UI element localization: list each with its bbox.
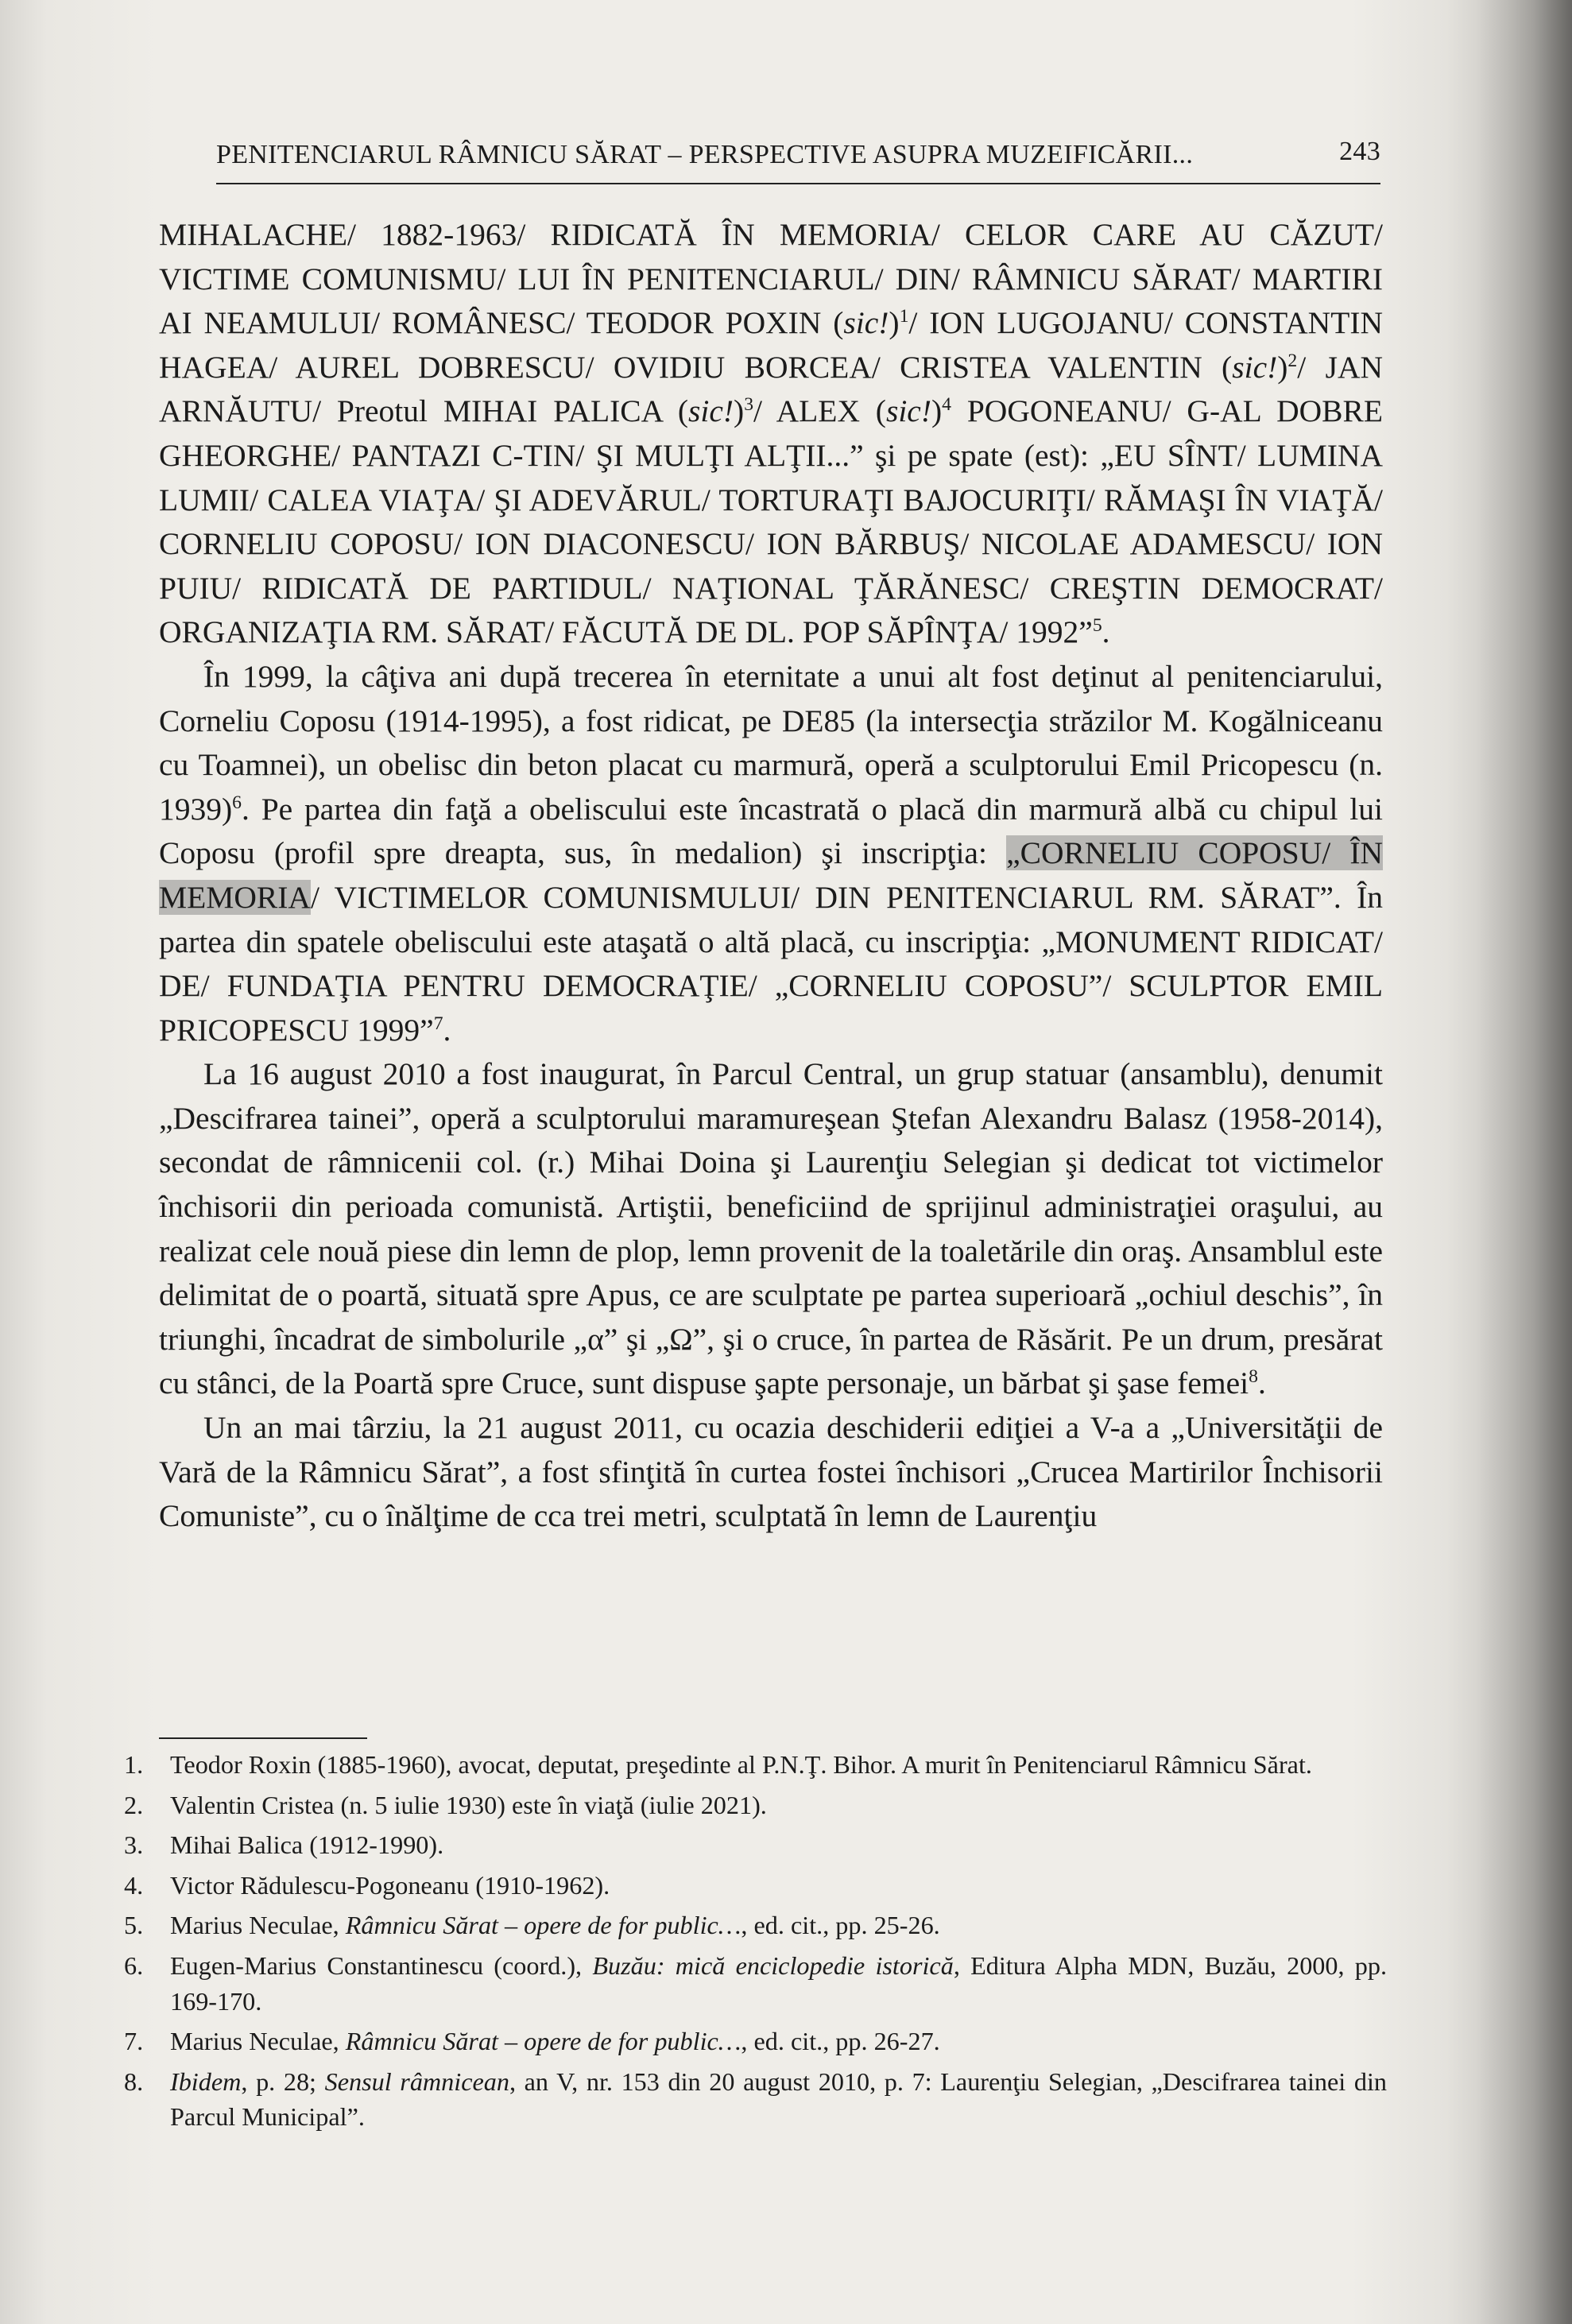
footnote-5 xyxy=(119,1908,1387,1943)
italic-title: Râmnicu Sărat – opere de for public… xyxy=(345,1911,741,1940)
footnote-1 xyxy=(119,1747,1387,1783)
text-run: ) xyxy=(889,305,900,341)
text-run: Un an mai târziu, la 21 august 2011, cu ocazia deschiderii ediţiei a V-a a „Universităţii de Vară de la Râmnicu Sărat”, a fost sfinţită în curtea fostei închisori „Crucea Martirilor Închisorii Comuniste”, cu o înălţime de cca trei metri, sculptată în lemn de Laurenţiu xyxy=(159,1410,1383,1534)
footnote-number: 7. xyxy=(124,2027,144,2056)
paragraph-4 xyxy=(159,1406,1383,1539)
sic-note: sic! xyxy=(885,393,931,429)
footnote-number: 2. xyxy=(124,1790,144,1819)
text-run: . xyxy=(443,1012,451,1048)
footnote-number: 3. xyxy=(124,1830,144,1860)
footnote-7 xyxy=(119,2024,1387,2059)
italic-title: Sensul râmnicean xyxy=(324,2066,509,2096)
running-title: PENITENCIARUL RÂMNICU SĂRAT – PERSPECTIVE ASUPRA MUZEIFICĂRII... xyxy=(216,140,1194,169)
text-run: . Pe partea din faţă a obeliscului este încastrată o placă din marmură albă cu chipul lui Coposu (profil spre dreapta, sus, în medalion) şi inscripţia: xyxy=(159,791,1383,871)
footnote-ref-6: 6 xyxy=(232,792,242,813)
footnote-number: 1. xyxy=(124,1750,144,1779)
footnote-number: 5. xyxy=(124,1911,144,1940)
text-run: ) xyxy=(1277,349,1288,385)
footnote-number: 8. xyxy=(124,2066,144,2096)
spine-shadow xyxy=(1477,0,1572,2324)
highlighted-text: „CORNELIU COPOSU/ ÎN MEMORIA xyxy=(159,835,1384,915)
italic-title: Buzău: mică enciclopedie istorică xyxy=(592,1950,954,1980)
footnote-ref-1: 1 xyxy=(899,306,909,327)
footnote-ref-2: 2 xyxy=(1287,350,1298,371)
footnotes-list xyxy=(119,1747,1387,2140)
footnote-ref-7: 7 xyxy=(433,1013,443,1034)
footnote-2 xyxy=(119,1788,1387,1823)
italic-title: Râmnicu Sărat – opere de for public… xyxy=(345,2027,741,2056)
text-run: Teodor Roxin (1885-1960), avocat, deputat, preşedinte al P.N.Ţ. Bihor. A murit în Penitenciarul Râmnicu Sărat. xyxy=(170,1750,1312,1779)
text-run: Valentin Cristea (n. 5 iulie 1930) este în viaţă (iulie 2021). xyxy=(170,1790,767,1819)
text-run: / ION LUGOJANU/ CONSTANTIN HAGEA/ AUREL DOBRESCU/ OVIDIU BORCEA/ CRISTEA VALENTIN ( xyxy=(159,305,1383,385)
footnote-8 xyxy=(119,2064,1387,2135)
text-run: În 1999, la câţiva ani după trecerea în eternitate a unui alt fost deţinut al penitenciarului, Corneliu Coposu (1914-1995), a fost ridicat, pe DE85 (la intersecţia străzilor M. Kogălniceanu cu Toamnei), un obelisc din beton placat cu marmură, operă a sculptorului Emil Pricopescu (n. 1939) xyxy=(159,658,1383,827)
text-run: Mihai Balica (1912-1990). xyxy=(170,1830,444,1860)
footnote-text xyxy=(170,1868,1387,1904)
text-run: , ed. cit., pp. 26-27. xyxy=(741,2027,940,2056)
text-run: ) xyxy=(931,393,943,429)
footnote-ref-5: 5 xyxy=(1092,615,1102,637)
footnote-text xyxy=(170,2024,1387,2059)
sic-note: sic! xyxy=(1232,349,1278,385)
paragraph-1 xyxy=(159,213,1383,655)
text-run: Eugen-Marius Constantinescu (coord.), xyxy=(170,1950,593,1980)
footnote-ref-4: 4 xyxy=(942,394,951,416)
text-run: / VICTIMELOR COMUNISMULUI/ DIN PENITENCIARUL RM. SĂRAT”. În partea din spatele obeliscului este ataşată o altă placă, cu inscripţia: „MONUMENT RIDICAT/ DE/ FUNDAŢIA PENTRU DEMOCRAŢIE/ „CORNELIU COPOSU”/ SCULPTOR EMIL PRICOPESCU 1999” xyxy=(159,879,1383,1048)
footnote-ref-3: 3 xyxy=(744,394,754,416)
footnote-text xyxy=(170,1788,1387,1823)
paragraph-2 xyxy=(159,655,1383,1052)
text-run: Marius Neculae, xyxy=(170,1911,346,1940)
text-run: Marius Neculae, xyxy=(170,2027,346,2056)
text-run: MIHALACHE/ 1882-1963/ RIDICATĂ ÎN MEMORIA/ CELOR CARE AU CĂZUT/ VICTIME COMUNISMU/ LUI ÎN PENITENCIARUL/ DIN/ RÂMNICU SĂRAT/ MARTIRI AI NEAMULUI/ ROMÂNESC/ TEODOR POXIN ( xyxy=(159,217,1383,341)
text-run: , p. 28; xyxy=(241,2066,325,2096)
footnote-6 xyxy=(119,1948,1387,2019)
text-run: , Editura Alpha MDN, Buzău, 2000, pp. 169-170. xyxy=(170,1950,1387,2016)
paragraph-3 xyxy=(159,1052,1383,1406)
italic-title: Ibidem xyxy=(170,2066,242,2096)
text-run: . xyxy=(1102,614,1110,650)
footnote-text xyxy=(170,1948,1387,2019)
text-run: Victor Rădulescu-Pogoneanu (1910-1962). xyxy=(170,1870,610,1900)
footnote-ref-8: 8 xyxy=(1249,1366,1258,1388)
footnote-4 xyxy=(119,1868,1387,1904)
footnote-text xyxy=(170,2064,1387,2135)
text-run: / JAN ARNĂUTU/ Preotul MIHAI PALICA ( xyxy=(159,349,1383,429)
body-text xyxy=(159,213,1383,1539)
footnote-rule xyxy=(159,1737,367,1739)
footnote-text xyxy=(170,1747,1387,1783)
footnote-text xyxy=(170,1908,1387,1943)
footnote-text xyxy=(170,1827,1387,1863)
sic-note: sic! xyxy=(843,305,889,341)
text-run: La 16 august 2010 a fost inaugurat, în Parcul Central, un grup statuar (ansamblu), denumit „Descifrarea tainei”, operă a sculptorului maramureşean Ştefan Alexandru Balasz (1958-2014), secondat de râmnicenii col. (r.) Mihai Doina şi Laurenţiu Selegian şi dedicat tot victimelor închisorii din perioada comunistă. Artiştii, beneficiind de sprijinul administraţiei oraşului, au realizat cele nouă piese din lemn de plop, lemn provenit de la toaletările din oraş. Ansamblul este delimitat de o poartă, situată spre Apus, ce are sculptate pe partea superioară „ochiul deschis”, în triunghi, încadrat de simbolurile „α” şi „Ω”, şi o cruce, în partea de Răsărit. Pe un drum, presărat cu stânci, de la Poartă spre Cruce, sunt dispuse şapte personaje, un bărbat şi şase femei xyxy=(159,1056,1383,1401)
footnote-number: 6. xyxy=(124,1950,144,1980)
text-run: / ALEX ( xyxy=(753,393,886,429)
sic-note: sic! xyxy=(687,393,734,429)
text-run: ) xyxy=(734,393,745,429)
page-number: 243 xyxy=(1339,137,1380,166)
text-run: , an V, nr. 153 din 20 august 2010, p. 7: Laurenţiu Selegian, „Descifrarea tainei din Parcul Municipal”. xyxy=(170,2066,1388,2132)
running-head xyxy=(216,134,1380,184)
text-run: . xyxy=(1257,1365,1266,1401)
footnote-3 xyxy=(119,1827,1387,1863)
footnote-number: 4. xyxy=(124,1870,144,1900)
text-run: , ed. cit., pp. 25-26. xyxy=(741,1911,940,1940)
text-run: POGONEANU/ G-AL DOBRE GHEORGHE/ PANTAZI C-TIN/ ŞI MULŢI ALŢII...” şi pe spate (est): „EU SÎNT/ LUMINA LUMII/ CALEA VIAŢA/ ŞI ADEVĂRUL/ TORTURAŢI BAJOCURIŢI/ RĂMAŞI ÎN VIAŢĂ/ CORNELIU COPOSU/ ION DIACONESCU/ ION BĂRBUŞ/ NICOLAE ADAMESCU/ ION PUIU/ RIDICATĂ DE PARTIDUL/ NAŢIONAL ŢĂRĂNESC/ CREŞTIN DEMOCRAT/ ORGANIZAŢIA RM. SĂRAT/ FĂCUTĂ DE DL. POP SĂPÎNŢA/ 1992” xyxy=(159,393,1383,650)
